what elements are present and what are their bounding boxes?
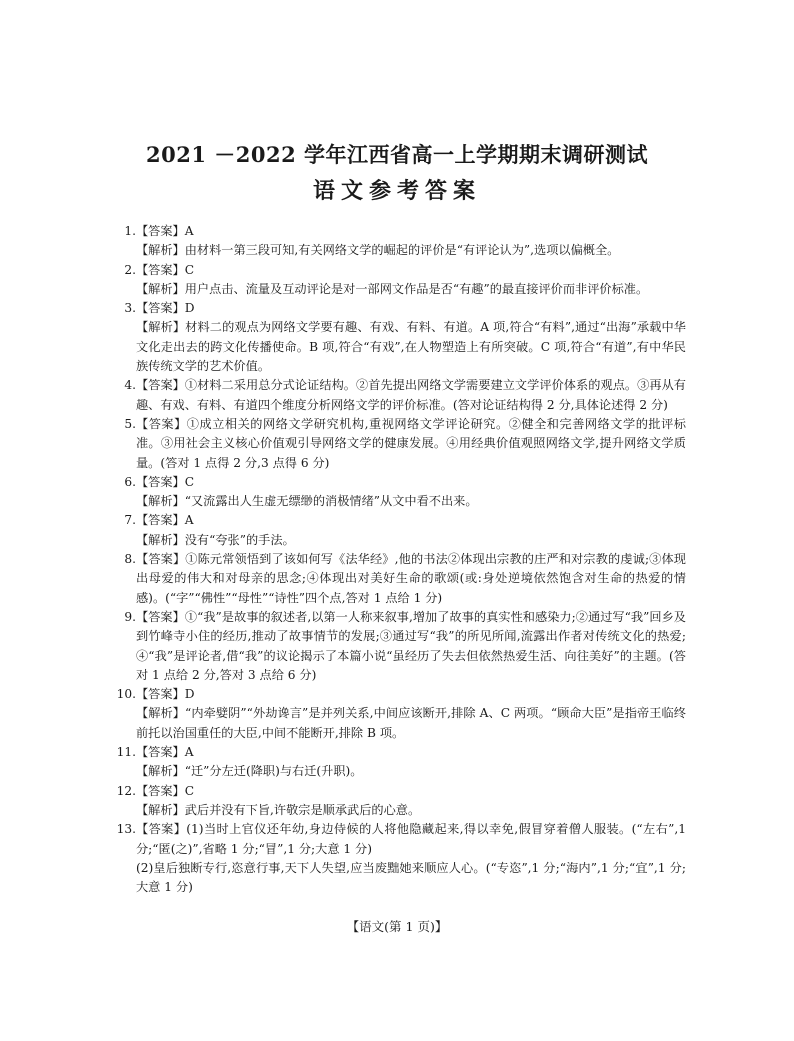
answer-text: 【答案】A xyxy=(136,745,194,760)
answer-text: 【答案】①成立相关的网络文学研究机构,重视网络文学评论研究。②健全和完善网络文学的批评标准。③用社会主义核心价值观引导网络文学的健康发展。④用经典价值观照网络文学,提升网络文学质量。(答对 1 点得 2 分,3 点得 6 分) xyxy=(136,416,686,470)
answer-text: 【答案】C xyxy=(136,474,195,489)
answer-text: 【解析】没有“夸张”的手法。 xyxy=(136,532,295,547)
answer-number: 6. xyxy=(124,474,136,489)
answer-list xyxy=(112,222,686,897)
answer-number: 13. xyxy=(116,822,136,837)
answer-item xyxy=(112,473,686,512)
page-footer: 【语文(第 1 页)】 xyxy=(346,919,448,934)
answer-number: 3. xyxy=(124,301,136,316)
answer-text: (2)皇后独断专行,恣意行事,天下人失望,应当废黜她来顺应人心。(“专恣”,1 分;“海内”,1 分;“宜”,1 分;大意 1 分) xyxy=(136,860,686,895)
answer-number: 12. xyxy=(116,783,136,798)
answer-item xyxy=(112,222,686,261)
answer-text: 【答案】C xyxy=(136,783,195,798)
answer-text: 【答案】①材料二采用总分式论证结构。②首先提出网络文学需要建立文学评价体系的观点。③再从有趣、有戏、有料、有道四个维度分析网络文学的评价标准。(答对论证结构得 2 分,具体论述得 2 分) xyxy=(136,378,686,412)
answer-item xyxy=(112,415,686,473)
answer-text: 【答案】D xyxy=(136,687,195,702)
answer-number: 8. xyxy=(124,552,136,567)
answer-number: 5. xyxy=(124,416,136,431)
answer-item xyxy=(112,299,686,376)
answer-text: 【答案】C xyxy=(136,262,195,277)
answer-number: 1. xyxy=(124,224,136,238)
answer-number: 11. xyxy=(116,745,136,760)
answer-number: 7. xyxy=(124,513,136,528)
answer-number: 9. xyxy=(124,609,136,624)
answer-text: 【解析】由材料一第三段可知,有关网络文学的崛起的评价是“有评论认为”,选项以偏概全。 xyxy=(136,243,620,258)
answer-text: 【解析】武后并没有下旨,许敬宗是顺承武后的心意。 xyxy=(136,802,421,817)
answer-text: 【解析】用户点击、流量及互动评论是对一部网文作品是否“有趣”的最直接评价而非评价标准。 xyxy=(136,281,649,296)
answer-text: 【答案】A xyxy=(136,224,194,238)
answer-item xyxy=(112,261,686,300)
document-title: 2021 －2022 学年江西省高一上学期期末调研测试 xyxy=(145,142,648,167)
document-subtitle: 语文参考答案 xyxy=(312,178,481,204)
answer-number: 4. xyxy=(124,378,136,393)
answer-text: 【答案】(1)当时上官仪还年幼,身边侍候的人将他隐藏起来,得以幸免,假冒穿着僧人服装。(“左右”,1 分;“匿(之)”,省略 1 分;“冒”,1 分;大意 1 分) xyxy=(136,822,686,856)
answer-text: 【答案】①陈元常领悟到了该如何写《法华经》,他的书法②体现出宗教的庄严和对宗教的虔诚;③体现出母爱的伟大和对母亲的思念;④体现出对美好生命的歌颂(或:身处逆境依然饱含对生命的热爱的情感)。(“字”“佛性”“母性”“诗性”四个点,答对 1 点给 1 分) xyxy=(136,552,686,605)
answer-item xyxy=(112,743,686,782)
answer-item xyxy=(112,376,686,415)
answer-item xyxy=(112,685,686,743)
answer-number: 2. xyxy=(124,262,136,277)
answer-text: 【答案】①“我”是故事的叙述者,以第一人称来叙事,增加了故事的真实性和感染力;②通过写“我”回乡及到竹峰寺小住的经历,推动了故事情节的发展;③通过写“我”的所见所闻,流露出作者对传统文化的热爱;④“我”是评论者,借“我”的议论揭示了本篇小说“虽经历了失去但依然热爱生活、向往美好”的主题。(答对 1 点给 2 分,答对 3 点给 6 分) xyxy=(136,609,686,682)
answer-text: 【答案】D xyxy=(136,301,195,316)
answer-text: 【解析】“内牵嬖阴”“外劫谗言”是并列关系,中间应该断开,排除 A、C 两项。“顾命大臣”是指帝王临终前托以治国重任的大臣,中间不能断开,排除 B 项。 xyxy=(136,706,686,740)
answer-text: 【解析】材料二的观点为网络文学要有趣、有戏、有料、有道。A 项,符合“有料”,通过“出海”承载中华文化走出去的跨文化传播使命。B 项,符合“有戏”,在人物塑造上有所突破。C 项,符合“有道”,有中华民族传统文学的艺术价值。 xyxy=(136,320,686,374)
answer-number: 10. xyxy=(116,687,136,702)
answer-item xyxy=(112,511,686,550)
answer-item xyxy=(112,820,686,897)
answer-text: 【答案】A xyxy=(136,513,194,528)
answer-text: 【解析】“迁”分左迁(降职)与右迁(升职)。 xyxy=(136,764,363,779)
answer-item xyxy=(112,550,686,608)
answer-text: 【解析】“又流露出人生虚无缥缈的消极情绪”从文中看不出来。 xyxy=(136,494,478,509)
answer-item xyxy=(112,782,686,821)
answer-item xyxy=(112,608,686,685)
